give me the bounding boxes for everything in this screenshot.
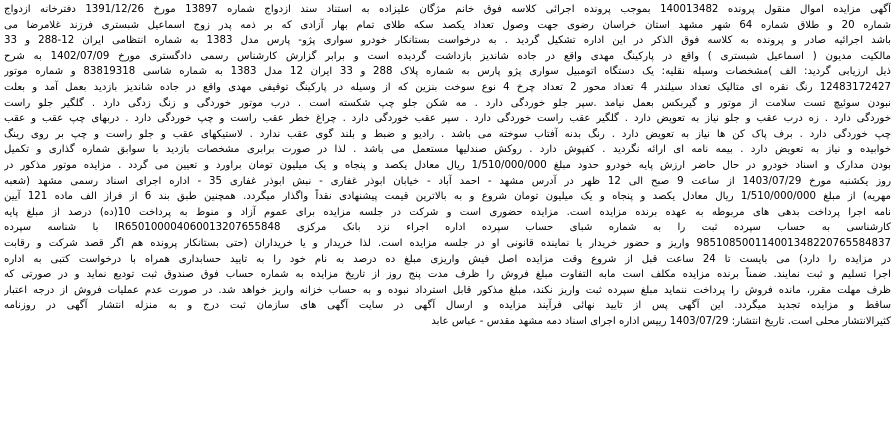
notice-line: 12483172427 رنگ نقره ای متالیک تعداد سیلندر 4 تعداد محور 2 تعداد چرخ 4 نوع سوخت بنزین که از وسیله در پارکینگ توقیفی مهدی واقع در جاده شاندیز بازدید بعمل آمد و بعلت	[4, 81, 891, 93]
notice-line: نامه اجرا پرداخت بدهی های مربوطه به عهده برنده مزایده است. مزایده حضوری است و شرکت در جلسه مزایده برای عموم آزاد و منوط به پرداخت 10(ده) درصد از مبلغ پایه	[4, 206, 891, 218]
notice-line: خوردگی دارد . زه درب عقب و جلو نیاز به تعویض دارد . گلگیر عقب راست خوردگی دارد . سپر عقب خوردگی دارد . چراغ خطر عقب راست و چپ خوردگی دارد . دربهای چپ عقب و عقب	[4, 113, 891, 125]
notice-line: خوابیده و نیاز به تعویض دارد . بیمه نامه ای ارائه نگردید . کفپوش دارد . روکش صندلیها مستعمل می باشد . لذا در صورت برابری مشخصات بازدید با سوابق شماره گذاری و تکمیل	[4, 144, 891, 156]
notice-line: شماره 20 و طلاق شماره 64 شهر مشهد استان خراسان رضوی جهت وصول تعداد یکصد سکه طلای تمام بهار آزادی که بر ذمه پدر زوج اسماعیل شبستری فرزند غلامرضا می	[4, 19, 891, 31]
notice-line: چپ خوردگی دارد . برف پاک کن ها نیاز به تعویض دارد . رنگ بدنه آفتاب سوخته می باشد . رادیو و ضبط و بلند گوی عقب ندارد . لاستیکهای عقب و جلو راست و چپ بر روی رینگ	[4, 128, 891, 140]
notice-line: بودن مدارک و اسناد خودرو در حال حاضر ارزش پایه خودرو حدود مبلغ 1/510/000/000 ریال معادل یکصد و پنجاه و یک میلیون تومان براورد و تعیین می گردد . مزایده موتور مذکور در	[4, 159, 891, 171]
notice-line: ذیل ارزیابی گردید: الف )مشخصات وسیله نقلیه: یک دستگاه اتومبیل سواری پژو پارس به شماره پلاک 288 و 33 ایران 12 مدل 1383 به شماره شاسی 83819318 و شماره موتور	[4, 66, 891, 78]
notice-line: در مزایده را دارد) می بایست تا 24 ساعت قبل از شروع وقت مزایده اصل فیش واریزی مبلغ ده درصد به نام خود را به تایید حسابداری همراه با درخواست کتبی به اداره	[4, 253, 891, 265]
notice-line: روز یکشنبه مورخ 1403/07/29 از ساعت 9 صبح الی 12 ظهر در آدرس مشهد - احمد آباد - خیابان ابوذر غفاری - نبش ابوذر غفاری 35 - اداره اجرای اسناد رسمی مشهد (شعبه	[4, 175, 891, 187]
notice-line: ظرف مهلت مقرر، مانده فروش را پرداخت ننماید مبلغ سپرده ثبت واریز نکند، مبلغ مذکور قابل استرداد نبوده و به حساب خزانه واریز خواهد شد. در صورت عدم عملیات فروش از درجه اعتبار	[4, 284, 891, 296]
notice-line: ساقط و مزایده تجدید میگردد. این آگهی پس از تایید نهائی فرآیند مزایده و ارسال آگهی در سایت آگهی های سازمان ثبت درج و به منزله انتشار آگهی در روزنامه	[4, 300, 891, 312]
notice-line: آگهی مزایده اموال منقول پرونده 140013482 بموجب پرونده اجرائی کلاسه فوق خانم مژگان علیزاده به استناد سند ازدواج شماره 13897 مورخ 1391/12/26 دفترخانه ازدواج	[4, 4, 891, 15]
notice-line: مالکیت مدیون ( اسماعیل شبستری ) واقع در پارکینگ مهدی واقع در جاده شاندیز بازداشت گردیده است و برابر گزارش کارشناس رسمی دادگستری مورخ 1402/07/09 به شرح	[4, 50, 891, 62]
notice-line: باشد اجرائیه صادر و پرونده به کلاسه فوق الذکر در این اداره تشکیل گردید . به درخواست بستانکار خودرو سواری پژو- پارس مدل 1383 به شماره انتظامی ایران 12-288 و 33	[4, 35, 891, 47]
notice-line: 985108500114001348220765584837 واریز و حضور خریدار یا نماینده قانونی او در جلسه مزایده است. لذا خریدار و یا خریداران (حتی بستانکار پرونده هم اگر قصد شرکت و رقابت	[4, 237, 891, 249]
notice-line: نبودن سوئیچ تست سلامت از موتور و گیربکس بعمل نیامد .سپر جلو خوردگی دارد . مه شکن جلو چپ شکسته است . درب موتور خوردگی و زنگ زدگی دارد . گلگیر جلو راست	[4, 97, 891, 109]
notice-line: مهریه) از مبلغ 1/510/000/000 ریال معادل یکصد و پنجاه و یک میلیون تومان شروع و به بالاترین قیمت پیشنهادی نقداً واگذار میگردد. همچنین طبق بند 6 از فراز الف ماده 121 آیین	[4, 191, 891, 203]
notice-line: کارشناسی به حساب سپرده ثبت را به شماره شبای حساب سپرده اداره اجراء نزد بانک مرکزی IR650100004060013207655848 با شناسه سپرده	[4, 222, 891, 234]
notice-line: کثیرالانتشار محلی است. تاریخ انتشار: 1403/07/29 رییس اداره اجرای اسناد دمه مشهد مقدس - عباس عابد	[431, 315, 891, 327]
notice-line: اجرا تسلیم و ثبت نمایند. ضمناً برنده مزایده مکلف است مابه التفاوت مبلغ فروش را ظرف مدت پنج روز از تاریخ مزایده به شماره حساب فوق صندوق ثبت تودیع نماید و در صورتی که	[4, 269, 891, 281]
